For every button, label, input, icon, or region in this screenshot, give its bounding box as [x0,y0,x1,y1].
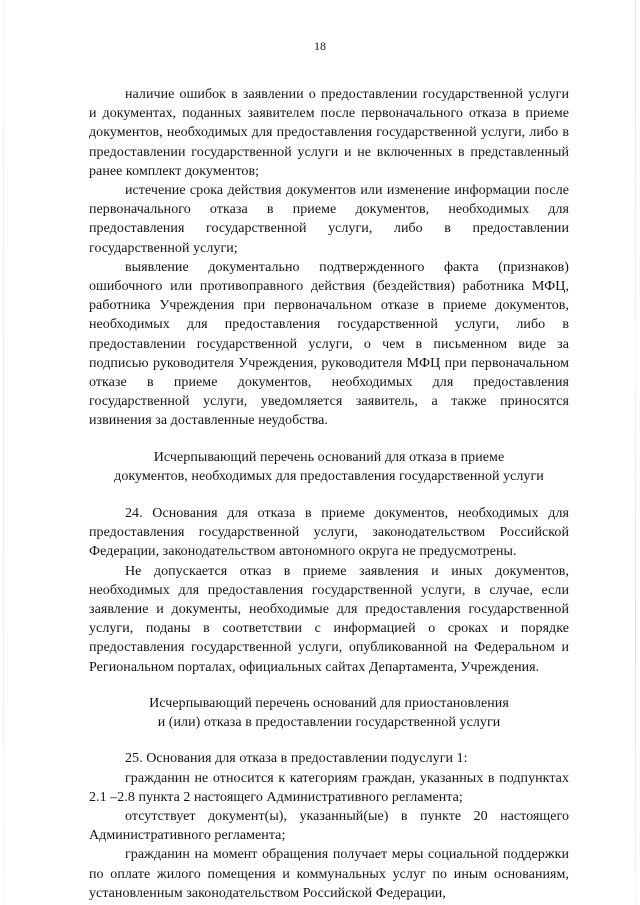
section-heading-refusal-acceptance [89,448,569,486]
section-heading-suspension-refusal [89,694,569,732]
heading-line: и (или) отказа в предоставлении государственной услуги [157,715,501,731]
heading-line: Исчерпывающий перечень оснований для приостановления [149,695,509,711]
paragraph-employee-error: выявление документально подтвержденного факта (признаков) ошибочного или противоправного действия (бездействия) работника МФЦ, работника Учреждения при первоначальном отказе в приеме документов, необходимых для предоставления государственной услуги, либо в предоставлении государственной услуги, о чем в письменном виде за подписью руководителя Учреждения, руководителя МФЦ при первоначальном отказе в приеме документов, необходимых для предоставления государственной услуги, уведомляется заявитель, а также приносятся извинения за доставленные неудобства. [89,259,569,429]
paragraph-missing-documents: отсутствует документ(ы), указанный(ые) в пункте 20 настоящего Административного регламента; [89,808,569,844]
paragraph-other-support: гражданин на момент обращения получает меры социальной поддержки по оплате жилого помещения и коммунальных услуг по иным основаниям, установленным законодательством Российской Федерации, [89,847,569,901]
paragraph-document-expiry: истечение срока действия документов или изменение информации после первоначального отказа в приеме документов, необходимых для предоставления государственной услуги, либо в предоставлении государственной услуги; [89,183,569,256]
paragraph-item-25: 25. Основания для отказа в предоставлении подуслуги 1: [125,751,468,767]
paragraph-category-mismatch: гражданин не относится к категориям граждан, указанных в подпунктах 2.1 –2.8 пункта 2 настоящего Административного регламента; [89,770,569,805]
paragraph-errors-in-application: наличие ошибок в заявлении о предоставлении государственной услуги и документах, поданных заявителем после первоначального отказа в приеме документов, необходимых для предоставления государственной услуги, либо в предоставлении государственной услуги и не включенных в представленный ранее комплект документов; [89,87,569,179]
document-body [89,85,569,903]
scan-edge-right [635,0,636,905]
scan-edge-left [3,0,4,905]
heading-line: документов, необходимых для предоставления государственной услуги [114,468,544,484]
heading-line: Исчерпывающий перечень оснований для отказа в приеме [153,449,505,465]
paragraph-refusal-not-allowed: Не допускается отказ в приеме заявления и иных документов, необходимых для предоставления государственной услуги, в случае, если заявление и документы, необходимые для предоставления государственной услуги, поданы в соответствии с информацией о сроках и порядке предоставления государственной услуги, опубликованной на Федеральном и Региональном порталах, официальных сайтах Департамента, Учреждения. [89,563,569,675]
paragraph-item-24: 24. Основания для отказа в приеме документов, необходимых для предоставления государственной услуги, законодательством Российской Федерации, законодательством автономного округа не предусмотрены. [89,506,569,560]
page-number: 18 [314,39,326,53]
